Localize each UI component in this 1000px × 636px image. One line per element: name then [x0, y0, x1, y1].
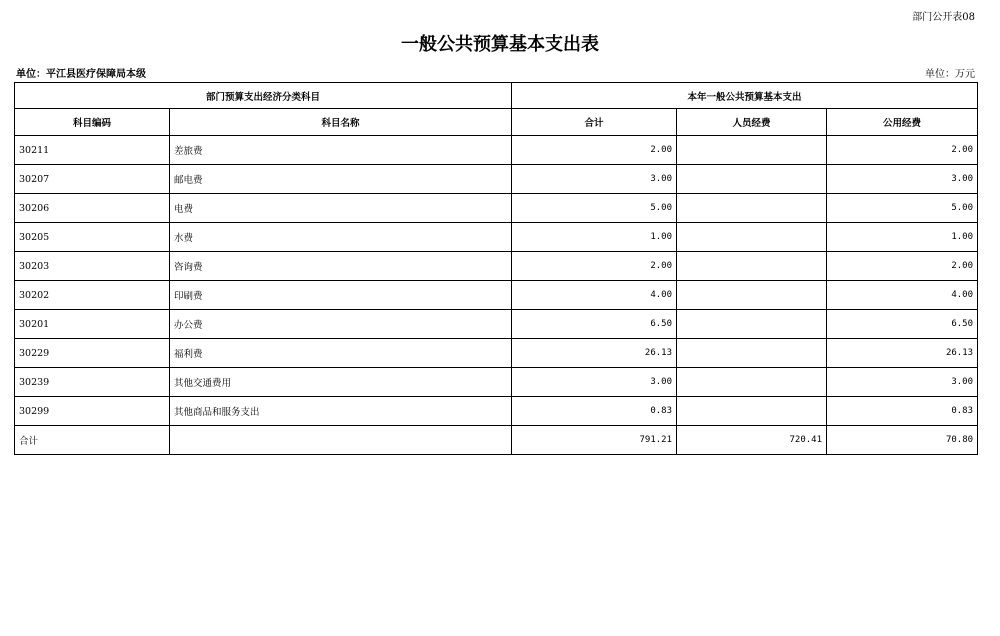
currency-unit: 单位：万元: [925, 69, 975, 80]
table-row: [15, 368, 978, 397]
expenditure-table: [14, 82, 978, 455]
table-body: [15, 136, 978, 455]
cell-code: 30203: [15, 252, 170, 281]
cell-personnel: [677, 136, 827, 165]
total-row: [15, 426, 978, 455]
cell-personnel: [677, 194, 827, 223]
cell-total: 26.13: [512, 339, 677, 368]
cell-public: 26.13: [827, 339, 978, 368]
cell-name: 咨询费: [170, 252, 512, 281]
cell-personnel: [677, 165, 827, 194]
cell-public: 2.00: [827, 252, 978, 281]
cell-total: 0.83: [512, 397, 677, 426]
table-row: [15, 339, 978, 368]
cell-code: 30201: [15, 310, 170, 339]
cell-personnel: [677, 368, 827, 397]
total-personnel: 720.41: [677, 426, 827, 455]
cell-name: 邮电费: [170, 165, 512, 194]
cell-public: 4.00: [827, 281, 978, 310]
header-group-classification: 部门预算支出经济分类科目: [15, 83, 512, 109]
header-name: 科目名称: [170, 109, 512, 136]
cell-code: 30239: [15, 368, 170, 397]
cell-public: 5.00: [827, 194, 978, 223]
total-public: 70.80: [827, 426, 978, 455]
table-row: [15, 194, 978, 223]
cell-total: 4.00: [512, 281, 677, 310]
cell-public: 1.00: [827, 223, 978, 252]
cell-name: 印刷费: [170, 281, 512, 310]
cell-public: 2.00: [827, 136, 978, 165]
cell-name: 福利费: [170, 339, 512, 368]
cell-personnel: [677, 252, 827, 281]
cell-code: 30206: [15, 194, 170, 223]
cell-public: 3.00: [827, 368, 978, 397]
cell-code: 30202: [15, 281, 170, 310]
cell-public: 0.83: [827, 397, 978, 426]
cell-total: 6.50: [512, 310, 677, 339]
cell-name: 办公费: [170, 310, 512, 339]
cell-code: 30207: [15, 165, 170, 194]
cell-name: 差旅费: [170, 136, 512, 165]
cell-total: 3.00: [512, 165, 677, 194]
table-id: 部门公开表08: [912, 12, 975, 23]
cell-personnel: [677, 339, 827, 368]
table-row: [15, 281, 978, 310]
page-title: 一般公共预算基本支出表: [401, 34, 599, 55]
total-sum: 791.21: [512, 426, 677, 455]
header-total: 合计: [512, 109, 677, 136]
cell-personnel: [677, 397, 827, 426]
cell-code: 30229: [15, 339, 170, 368]
cell-name: 电费: [170, 194, 512, 223]
department-unit: 单位：平江县医疗保障局本级: [16, 69, 146, 80]
cell-total: 2.00: [512, 252, 677, 281]
cell-total: 5.00: [512, 194, 677, 223]
table-row: [15, 310, 978, 339]
cell-code: 30211: [15, 136, 170, 165]
header-personnel: 人员经费: [677, 109, 827, 136]
total-name: [170, 426, 512, 455]
cell-code: 30205: [15, 223, 170, 252]
table-row: [15, 165, 978, 194]
header-group-basic-expenditure: 本年一般公共预算基本支出: [512, 83, 978, 109]
total-label: 合计: [15, 426, 170, 455]
table-row: [15, 252, 978, 281]
cell-name: 其他商品和服务支出: [170, 397, 512, 426]
cell-public: 3.00: [827, 165, 978, 194]
cell-total: 3.00: [512, 368, 677, 397]
header-code: 科目编码: [15, 109, 170, 136]
cell-total: 2.00: [512, 136, 677, 165]
table-row: [15, 136, 978, 165]
cell-name: 其他交通费用: [170, 368, 512, 397]
cell-code: 30299: [15, 397, 170, 426]
cell-public: 6.50: [827, 310, 978, 339]
cell-name: 水费: [170, 223, 512, 252]
header-public: 公用经费: [827, 109, 978, 136]
cell-personnel: [677, 281, 827, 310]
table-row: [15, 397, 978, 426]
cell-total: 1.00: [512, 223, 677, 252]
cell-personnel: [677, 310, 827, 339]
cell-personnel: [677, 223, 827, 252]
table-row: [15, 223, 978, 252]
